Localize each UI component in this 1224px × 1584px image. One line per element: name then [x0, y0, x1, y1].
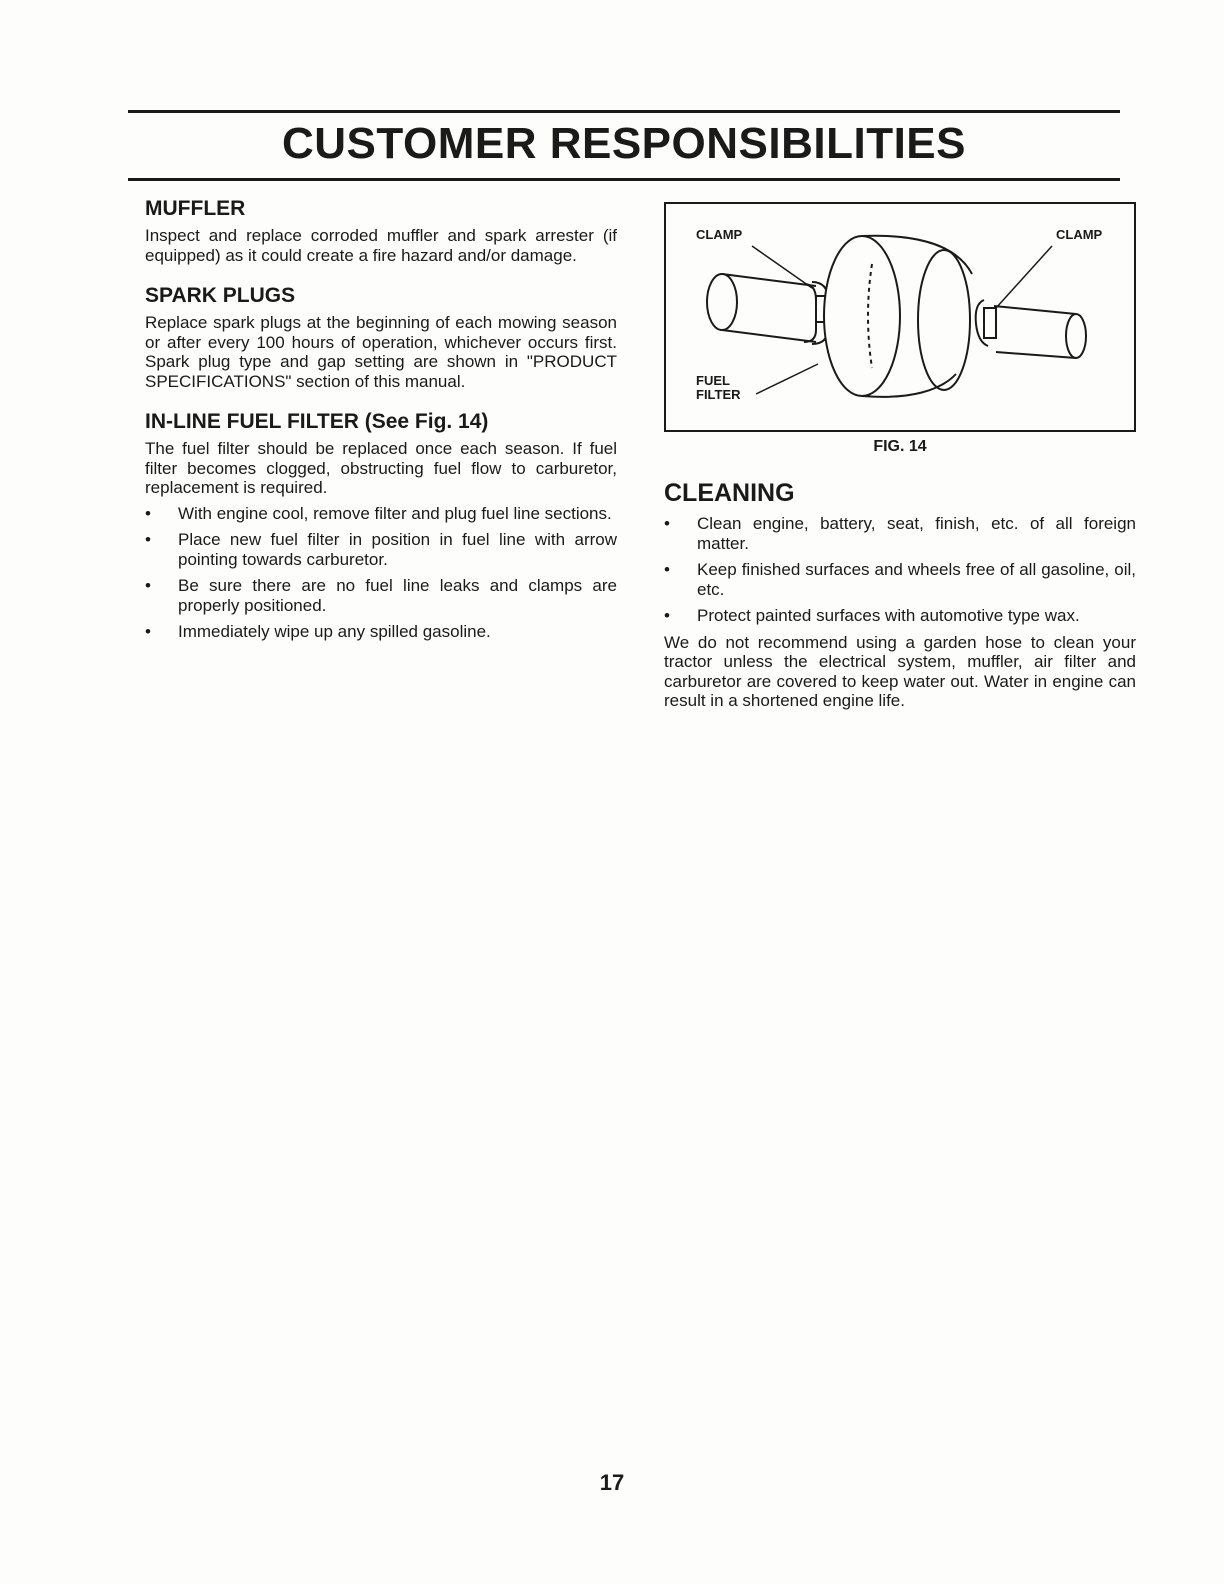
bottom-rule [128, 178, 1120, 181]
spark-plugs-section [145, 283, 617, 391]
figure-caption: FIG. 14 [873, 438, 927, 455]
bullet-icon: • [145, 622, 151, 641]
fuel-filter-steps [145, 504, 617, 642]
list-item: • Be sure there are no fuel line leaks and clamps are properly positioned. [145, 576, 617, 615]
list-item: • Place new fuel filter in position in fuel line with arrow pointing towards carburetor. [145, 530, 617, 569]
fuel-filter-label: FUEL FILTER [696, 373, 741, 402]
bullet-icon: • [145, 503, 151, 523]
spark-plugs-heading: SPARK PLUGS [145, 284, 296, 307]
list-item: • With engine cool, remove filter and plug fuel line sections. [145, 503, 612, 523]
list-item: • Immediately wipe up any spilled gasoline. [145, 622, 491, 641]
cleaning-steps [664, 514, 1136, 626]
fuel-filter-text: The fuel filter should be replaced once each season. If fuel filter becomes clogged, obstructing fuel flow to carburetor, replacement is required. [145, 439, 617, 497]
fuel-filter-figure [664, 202, 1136, 432]
page-number: 17 [599, 1470, 625, 1495]
left-column [145, 196, 617, 649]
list-item: • Protect painted surfaces with automotive type wax. [664, 606, 1080, 625]
fuel-filter-section [145, 409, 617, 642]
cleaning-text: We do not recommend using a garden hose to clean your tractor unless the electrical system, muffler, air filter and carburetor are covered to keep water out. Water in engine can result in a shortened engine life. [664, 632, 1136, 710]
muffler-text: Inspect and replace corroded muffler and spark arrester (if equipped) as it could create a fire hazard and/or damage. [145, 226, 617, 265]
bullet-icon: • [145, 576, 151, 595]
cleaning-heading: CLEANING [664, 479, 795, 507]
clamp-label-right: CLAMP [1056, 227, 1103, 242]
bullet-icon: • [145, 530, 151, 549]
fuel-filter-heading: IN-LINE FUEL FILTER (See Fig. 14) [145, 410, 489, 433]
bullet-icon: • [664, 606, 670, 625]
bullet-icon: • [664, 560, 670, 579]
cleaning-section [664, 480, 1136, 711]
clamp-label-left: CLAMP [696, 227, 743, 242]
muffler-heading: MUFFLER [145, 197, 246, 220]
bullet-icon: • [664, 514, 670, 533]
list-item: • Clean engine, battery, seat, finish, etc. of all foreign matter. [664, 514, 1136, 553]
top-rule [128, 110, 1120, 113]
right-column [664, 196, 1136, 711]
spark-plugs-text: Replace spark plugs at the beginning of each mowing season or after every 100 hours of operation, whichever occurs first. Spark plug type and gap setting are shown in "PRODUCT SPECIFICATIONS" section of this manual. [145, 313, 617, 391]
list-item: • Keep finished surfaces and wheels free of all gasoline, oil, etc. [664, 560, 1136, 599]
muffler-section [145, 196, 617, 265]
page-title: CUSTOMER RESPONSIBILITIES [282, 119, 966, 168]
